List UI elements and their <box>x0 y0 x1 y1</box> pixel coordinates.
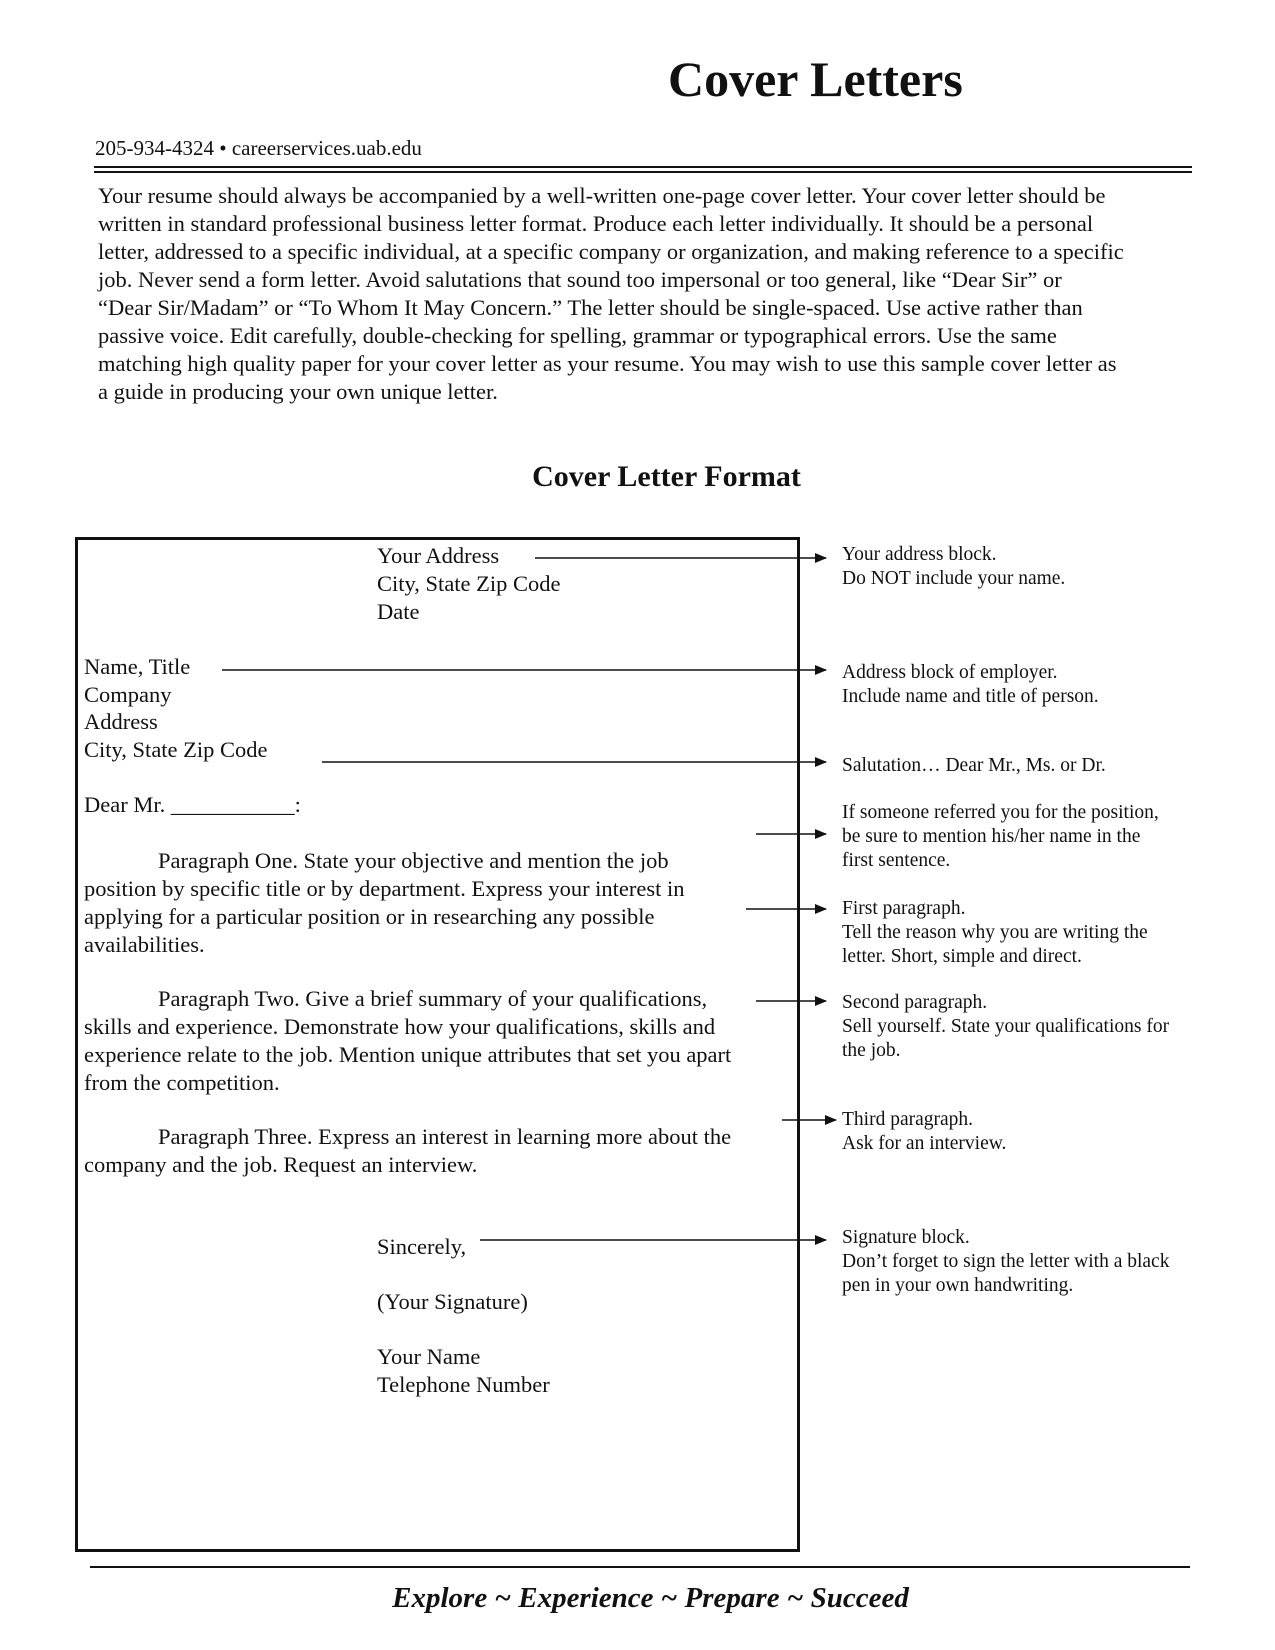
paragraph-three-line: Paragraph Three. Express an interest in learning more about the <box>158 1124 732 1149</box>
sender-name: Your Name <box>377 1344 481 1369</box>
intro-line: job. Never send a form letter. Avoid salutations that sound too impersonal or too general, like “Dear Sir” or <box>98 267 1062 292</box>
paragraph-two-line: from the competition. <box>84 1070 280 1095</box>
annotation-referral: If someone referred you for the position, be sure to mention his/her name in the first sentence. <box>842 802 1159 871</box>
intro-line: matching high quality paper for your cover letter as your resume. You may wish to use this sample cover letter as <box>98 351 1117 376</box>
intro-line: Your resume should always be accompanied by a well-written one-page cover letter. Your cover letter should be <box>98 183 1106 208</box>
return-address-line: City, State Zip Code <box>377 571 561 596</box>
closing: Sincerely, <box>377 1234 467 1259</box>
employer-address-line: Company <box>84 682 172 707</box>
annotation-third-paragraph: Third paragraph. Ask for an interview. <box>842 1109 1007 1154</box>
annotation-signature-block: Signature block. Don’t forget to sign the letter with a black pen in your own handwriting. <box>842 1227 1170 1296</box>
signature-placeholder: (Your Signature) <box>377 1289 528 1314</box>
intro-line: passive voice. Edit carefully, double-checking for spelling, grammar or typographical errors. Use the same <box>98 323 1057 348</box>
annotation-salutation: Salutation… Dear Mr., Ms. or Dr. <box>842 755 1106 776</box>
return-address-line: Your Address <box>377 543 500 568</box>
annotation-first-paragraph: First paragraph. Tell the reason why you are writing the letter. Short, simple and direct. <box>842 898 1148 967</box>
sender-telephone: Telephone Number <box>377 1372 550 1397</box>
paragraph-two-line: experience relate to the job. Mention unique attributes that set you apart <box>84 1042 732 1067</box>
intro-line: written in standard professional business letter format. Produce each letter individually. It should be a personal <box>98 211 1094 236</box>
paragraph-three-line: company and the job. Request an interview. <box>84 1152 478 1177</box>
employer-address-line: Address <box>84 709 158 734</box>
contact-line: 205-934-4324 • careerservices.uab.edu <box>95 136 422 160</box>
employer-address-line: City, State Zip Code <box>84 737 268 762</box>
intro-line: a guide in producing your own unique letter. <box>98 379 498 404</box>
letter-date: Date <box>377 599 420 624</box>
section-title: Cover Letter Format <box>532 460 801 493</box>
paragraph-one-line-4: availabilities. <box>84 932 205 957</box>
footer-tagline: Explore ~ Experience ~ Prepare ~ Succeed <box>392 1582 909 1614</box>
paragraph-one-line-3: applying for a particular position or in researching any possible <box>84 904 655 929</box>
employer-address-line: Name, Title <box>84 654 191 679</box>
annotation-employer-block: Address block of employer. Include name and title of person. <box>842 662 1099 707</box>
paragraph-two-line: skills and experience. Demonstrate how your qualifications, skills and <box>84 1014 716 1039</box>
paragraph-two-line: Paragraph Two. Give a brief summary of your qualifications, <box>158 986 708 1011</box>
paragraph-one-line-1: Paragraph One. State your objective and mention the job <box>158 848 669 873</box>
intro-line: “Dear Sir/Madam” or “To Whom It May Concern.” The letter should be single-spaced. Use active rather than <box>98 295 1083 320</box>
footer-rule <box>90 1566 1190 1568</box>
annotation-address-block: Your address block. Do NOT include your name. <box>842 544 1066 589</box>
salutation: Dear Mr. ___________: <box>84 792 301 817</box>
annotation-second-paragraph: Second paragraph. Sell yourself. State your qualifications for the job. <box>842 992 1170 1061</box>
paragraph-one-line-2: position by specific title or by department. Express your interest in <box>84 876 685 901</box>
intro-line: letter, addressed to a specific individual, at a specific company or organization, and making reference to a specific <box>98 239 1124 264</box>
